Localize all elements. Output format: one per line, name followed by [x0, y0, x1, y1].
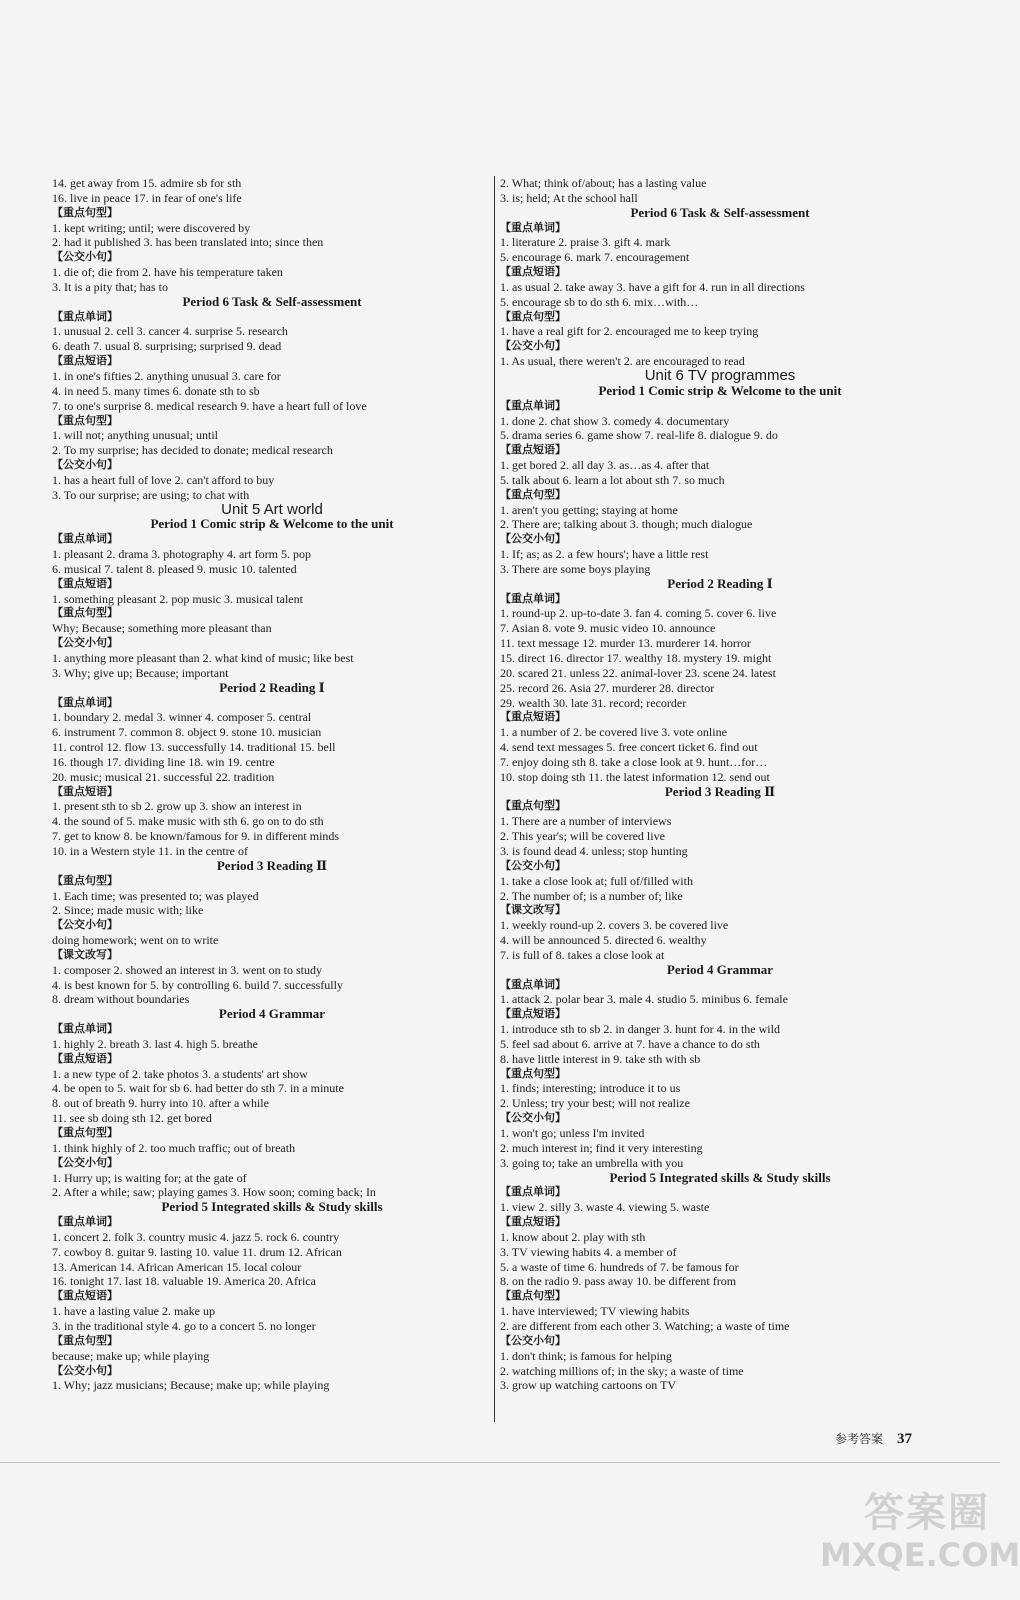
period-heading: Period 6 Task & Self-assessment [630, 204, 810, 220]
period-heading: Period 2 Reading Ⅰ [667, 575, 773, 591]
answer-line: 1. as usual 2. take away 3. have a gift for 4. run in all directions [500, 279, 805, 294]
period-heading: Period 5 Integrated skills & Study skills [609, 1169, 831, 1185]
period-heading: Period 1 Comic strip & Welcome to the unit [150, 516, 394, 532]
answer-line: 8. on the radio 9. pass away 10. be different from [500, 1274, 737, 1289]
section-label: 【重点单词】 [52, 1022, 118, 1036]
answer-line: 2. Unless; try your best; will not realize [500, 1096, 690, 1111]
answer-line: 6. death 7. usual 8. surprising; surprised 9. dead [52, 339, 282, 354]
period-heading: Period 3 Reading Ⅱ [664, 783, 776, 799]
section-label: 【重点短语】 [500, 710, 566, 724]
answer-line: 4. be open to 5. wait for sb 6. had better do sth 7. in a minute [52, 1081, 344, 1096]
answer-line: 10. in a Western style 11. in the centre of [52, 843, 248, 858]
answer-line: 4. in need 5. many times 6. donate sth to sb [52, 383, 260, 398]
answer-line: doing homework; went on to write [52, 933, 219, 948]
answer-line: 1. die of; die from 2. have his temperature taken [52, 265, 283, 280]
answer-line: 8. dream without boundaries [52, 992, 190, 1007]
period-heading: Period 5 Integrated skills & Study skills [161, 1199, 383, 1215]
answer-line: 1. present sth to sb 2. grow up 3. show an interest in [52, 799, 302, 814]
section-label: 【重点句型】 [52, 413, 118, 427]
section-label: 【重点短语】 [52, 1051, 118, 1065]
answer-line: 2. had it published 3. has been translated into; since then [52, 235, 324, 250]
answer-line: 2. There are; talking about 3. though; much dialogue [500, 517, 753, 532]
section-label: 【公交小句】 [500, 1111, 566, 1125]
answer-line: 2. After a while; saw; playing games 3. How soon; coming back; In [52, 1185, 376, 1200]
answer-line: 1. highly 2. breath 3. last 4. high 5. breathe [52, 1036, 258, 1051]
period-heading: Period 6 Task & Self-assessment [182, 293, 362, 309]
section-label: 【课文改写】 [500, 903, 566, 917]
answer-line: 3. Why; give up; Because; important [52, 665, 229, 680]
answer-line: 1. unusual 2. cell 3. cancer 4. surprise 5. research [52, 324, 288, 339]
answer-line: 1. have a real gift for 2. encouraged me to keep trying [500, 324, 759, 339]
answer-line: 25. record 26. Asia 27. murderer 28. director [500, 680, 715, 695]
section-label: 【公交小句】 [500, 1333, 566, 1347]
answer-line: 1. literature 2. praise 3. gift 4. mark [500, 235, 671, 250]
answer-line: 1. concert 2. folk 3. country music 4. jazz 5. rock 6. country [52, 1229, 340, 1244]
answer-line: 16. though 17. dividing line 18. win 19. centre [52, 754, 275, 769]
answer-line: 3. is; held; At the school hall [500, 190, 638, 205]
answer-line: 1. don't think; is famous for helping [500, 1348, 672, 1363]
page-footer [835, 1430, 912, 1448]
answer-line: 1. anything more pleasant than 2. what kind of music; like best [52, 651, 354, 665]
answer-line: 10. stop doing sth 11. the latest information 12. send out [500, 769, 770, 784]
answer-line: 1. kept writing; until; were discovered by [52, 220, 251, 235]
answer-line: 1. Each time; was presented to; was played [52, 888, 259, 903]
answer-line: 1. view 2. silly 3. waste 4. viewing 5. waste [500, 1200, 710, 1215]
unit-heading: Unit 6 TV programmes [644, 366, 796, 384]
section-label: 【公交小句】 [500, 858, 566, 872]
section-label: 【公交小句】 [52, 918, 118, 932]
answer-line: 1. something pleasant 2. pop music 3. musical talent [52, 591, 303, 606]
answer-line: 1. finds; interesting; introduce it to us [500, 1081, 681, 1096]
bottom-rule [0, 1462, 1000, 1463]
section-label: 【公交小句】 [52, 250, 118, 264]
answer-line: 1. attack 2. polar bear 3. male 4. studio 5. minibus 6. female [500, 992, 788, 1007]
section-label: 【公交小句】 [52, 1363, 118, 1377]
answer-line: 1. Hurry up; is waiting for; at the gate of [52, 1170, 247, 1185]
answer-line: 1. pleasant 2. drama 3. photography 4. art form 5. pop [52, 547, 311, 562]
answer-line: 4. the sound of 5. make music with sth 6. go on to do sth [52, 814, 324, 829]
answer-line: 3. is found dead 4. unless; stop hunting [500, 843, 688, 858]
section-label: 【重点短语】 [500, 443, 566, 457]
answer-line: 20. scared 21. unless 22. animal-lover 23. scene 24. latest [500, 665, 776, 680]
watermark-logo [820, 1490, 1020, 1574]
answer-line: 1. has a heart full of love 2. can't afford to buy [52, 472, 275, 487]
answer-line: 3. It is a pity that; has to [52, 279, 168, 294]
section-label: 【重点句型】 [500, 309, 566, 323]
answer-line: 2. The number of; is a number of; like [500, 888, 683, 903]
answer-line: 1. aren't you getting; staying at home [500, 502, 678, 517]
answer-line: Why; Because; something more pleasant than [52, 621, 272, 636]
section-label: 【重点短语】 [52, 1289, 118, 1303]
answer-line: 6. instrument 7. common 8. object 9. stone 10. musician [52, 725, 322, 740]
answer-line: 2. This year's; will be covered live [500, 829, 665, 844]
section-label: 【重点单词】 [500, 1185, 566, 1199]
column-divider [494, 176, 495, 1422]
answer-line: 1. a number of 2. be covered live 3. vote online [500, 725, 727, 740]
answer-line: 1. get bored 2. all day 3. as…as 4. after that [500, 458, 710, 473]
section-label: 【重点短语】 [52, 354, 118, 368]
answer-line: 16. tonight 17. last 18. valuable 19. America 20. Africa [52, 1274, 316, 1289]
answer-line: 13. American 14. African American 15. local colour [52, 1259, 302, 1274]
watermark-url: MXQE.COM [820, 1536, 1020, 1574]
answer-line: 1. introduce sth to sb 2. in danger 3. hunt for 4. in the wild [500, 1022, 780, 1037]
section-label: 【公交小句】 [52, 636, 118, 650]
section-label: 【重点句型】 [52, 606, 118, 620]
answer-line: 1. know about 2. play with sth [500, 1229, 646, 1244]
answer-line: 1. a new type of 2. take photos 3. a students' art show [52, 1066, 308, 1081]
answer-line: 4. will be announced 5. directed 6. wealthy [500, 933, 707, 948]
answer-line: 8. out of breath 9. hurry into 10. after a while [52, 1096, 269, 1111]
section-label: 【重点短语】 [500, 1007, 566, 1021]
section-label: 【重点短语】 [500, 265, 566, 279]
answer-line: 1. Why; jazz musicians; Because; make up; while playing [52, 1378, 330, 1393]
section-label: 【公交小句】 [500, 532, 566, 546]
answer-line: 5. a waste of time 6. hundreds of 7. be famous for [500, 1259, 739, 1274]
period-heading: Period 4 Grammar [218, 1006, 326, 1022]
section-label: 【重点单词】 [500, 398, 566, 412]
answer-line: 5. encourage 6. mark 7. encouragement [500, 250, 690, 265]
answer-line: 1. think highly of 2. too much traffic; out of breath [52, 1140, 296, 1155]
answer-line: 1. in one's fifties 2. anything unusual 3. care for [52, 368, 281, 383]
answer-line: 20. music; musical 21. successful 22. tradition [52, 769, 275, 784]
section-label: 【重点句型】 [52, 873, 118, 887]
answer-line: 2. To my surprise; has decided to donate; medical research [52, 443, 333, 458]
answer-line: 7. enjoy doing sth 8. take a close look at 9. hunt…for… [500, 754, 768, 769]
period-heading: Period 3 Reading Ⅱ [216, 857, 328, 873]
period-heading: Period 2 Reading Ⅰ [219, 679, 325, 695]
answer-line: 14. get away from 15. admire sb for sth [52, 176, 242, 190]
answer-line: 15. direct 16. director 17. wealthy 18. mystery 19. might [500, 651, 772, 665]
answer-line: 11. control 12. flow 13. successfully 14. traditional 15. bell [52, 740, 336, 755]
answer-line: 7. to one's surprise 8. medical research 9. have a heart full of love [52, 398, 367, 413]
section-label: 【重点句型】 [52, 1333, 118, 1347]
answer-line: 1. composer 2. showed an interest in 3. went on to study [52, 962, 322, 977]
answer-line: 5. encourage sb to do sth 6. mix…with… [500, 294, 699, 309]
answer-line: 7. cowboy 8. guitar 9. lasting 10. value 11. drum 12. African [52, 1244, 342, 1259]
answer-line: 1. As usual, there weren't 2. are encouraged to read [500, 354, 745, 369]
answer-line: 3. in the traditional style 4. go to a concert 5. no longer [52, 1318, 316, 1333]
answer-line: 3. To our surprise; are using; to chat with [52, 487, 250, 502]
watermark-text: 答案圈 [864, 1490, 990, 1536]
section-label: 【课文改写】 [52, 947, 118, 961]
answer-line: 1. will not; anything unusual; until [52, 428, 218, 443]
answer-line: 5. talk about 6. learn a lot about sth 7. so much [500, 472, 725, 487]
answer-line: 2. Since; made music with; like [52, 903, 204, 918]
section-label: 【重点单词】 [52, 695, 118, 709]
section-label: 【重点单词】 [500, 977, 566, 991]
section-label: 【重点短语】 [52, 576, 118, 590]
answer-line: 1. weekly round-up 2. covers 3. be covered live [500, 918, 729, 933]
answer-line: 1. boundary 2. medal 3. winner 4. composer 5. central [52, 710, 312, 725]
answer-line: 1. won't go; unless I'm invited [500, 1126, 645, 1140]
section-label: 【重点短语】 [500, 1215, 566, 1229]
answer-line: 1. If; as; as 2. a few hours'; have a little rest [500, 547, 709, 562]
answer-line: 11. see sb doing sth 12. get bored [52, 1111, 212, 1126]
page-number: 37 [897, 1431, 913, 1447]
section-label: 【重点句型】 [500, 799, 566, 813]
answer-line: because; make up; while playing [52, 1348, 210, 1363]
answer-line: 3. There are some boys playing [500, 561, 651, 576]
section-label: 【重点单词】 [52, 309, 118, 323]
section-label: 【重点单词】 [500, 591, 566, 605]
answer-line: 3. grow up watching cartoons on TV [500, 1378, 677, 1393]
section-label: 【公交小句】 [52, 1155, 118, 1169]
answer-line: 2. What; think of/about; has a lasting value [500, 176, 707, 190]
left-column [52, 176, 492, 1393]
answer-line: 8. have little interest in 9. take sth with sb [500, 1051, 701, 1066]
answer-line: 2. much interest in; find it very interesting [500, 1140, 703, 1155]
section-label: 【重点句型】 [500, 487, 566, 501]
period-heading: Period 1 Comic strip & Welcome to the unit [598, 382, 842, 398]
answer-line: 3. TV viewing habits 4. a member of [500, 1244, 677, 1259]
answer-line: 4. is best known for 5. by controlling 6. build 7. successfully [52, 977, 343, 992]
section-label: 【重点句型】 [500, 1066, 566, 1080]
unit-heading: Unit 5 Art world [221, 500, 323, 518]
answer-line: 4. send text messages 5. free concert ticket 6. find out [500, 740, 758, 755]
answer-line: 2. watching millions of; in the sky; a waste of time [500, 1363, 744, 1378]
answer-line: 5. feel sad about 6. arrive at 7. have a chance to do sth [500, 1036, 760, 1051]
answer-line: 3. going to; take an umbrella with you [500, 1155, 684, 1170]
section-label: 【重点单词】 [500, 220, 566, 234]
answer-line: 7. get to know 8. be known/famous for 9. in different minds [52, 829, 340, 844]
answer-line: 7. Asian 8. vote 9. music video 10. announce [500, 621, 716, 636]
section-label: 【重点短语】 [52, 784, 118, 798]
period-heading: Period 4 Grammar [666, 961, 774, 977]
answers-label: 参考答案 [835, 1432, 884, 1446]
answer-line: 1. take a close look at; full of/filled with [500, 873, 693, 888]
answer-line: 1. have a lasting value 2. make up [52, 1304, 215, 1319]
answer-line: 1. round-up 2. up-to-date 3. fan 4. coming 5. cover 6. live [500, 606, 777, 621]
section-label: 【重点句型】 [500, 1289, 566, 1303]
section-label: 【公交小句】 [500, 339, 566, 353]
section-label: 【重点句型】 [52, 205, 118, 219]
answer-line: 1. done 2. chat show 3. comedy 4. documentary [500, 413, 730, 428]
section-label: 【重点单词】 [52, 1215, 118, 1229]
answer-line: 7. is full of 8. takes a close look at [500, 947, 665, 962]
section-label: 【重点句型】 [52, 1126, 118, 1139]
answer-line: 11. text message 12. murder 13. murderer 14. horror [500, 636, 751, 651]
answer-line: 16. live in peace 17. in fear of one's life [52, 190, 242, 205]
answer-line: 2. are different from each other 3. Watching; a waste of time [500, 1318, 790, 1333]
answer-line: 29. wealth 30. late 31. record; recorder [500, 695, 687, 710]
answer-line: 6. musical 7. talent 8. pleased 9. music 10. talented [52, 561, 297, 576]
answer-line: 5. drama series 6. game show 7. real-life 8. dialogue 9. do [500, 428, 778, 443]
section-label: 【重点单词】 [52, 532, 118, 546]
right-column [500, 176, 940, 1393]
section-label: 【公交小句】 [52, 458, 118, 472]
answer-line: 1. have interviewed; TV viewing habits [500, 1304, 690, 1319]
answer-line: 1. There are a number of interviews [500, 814, 672, 829]
